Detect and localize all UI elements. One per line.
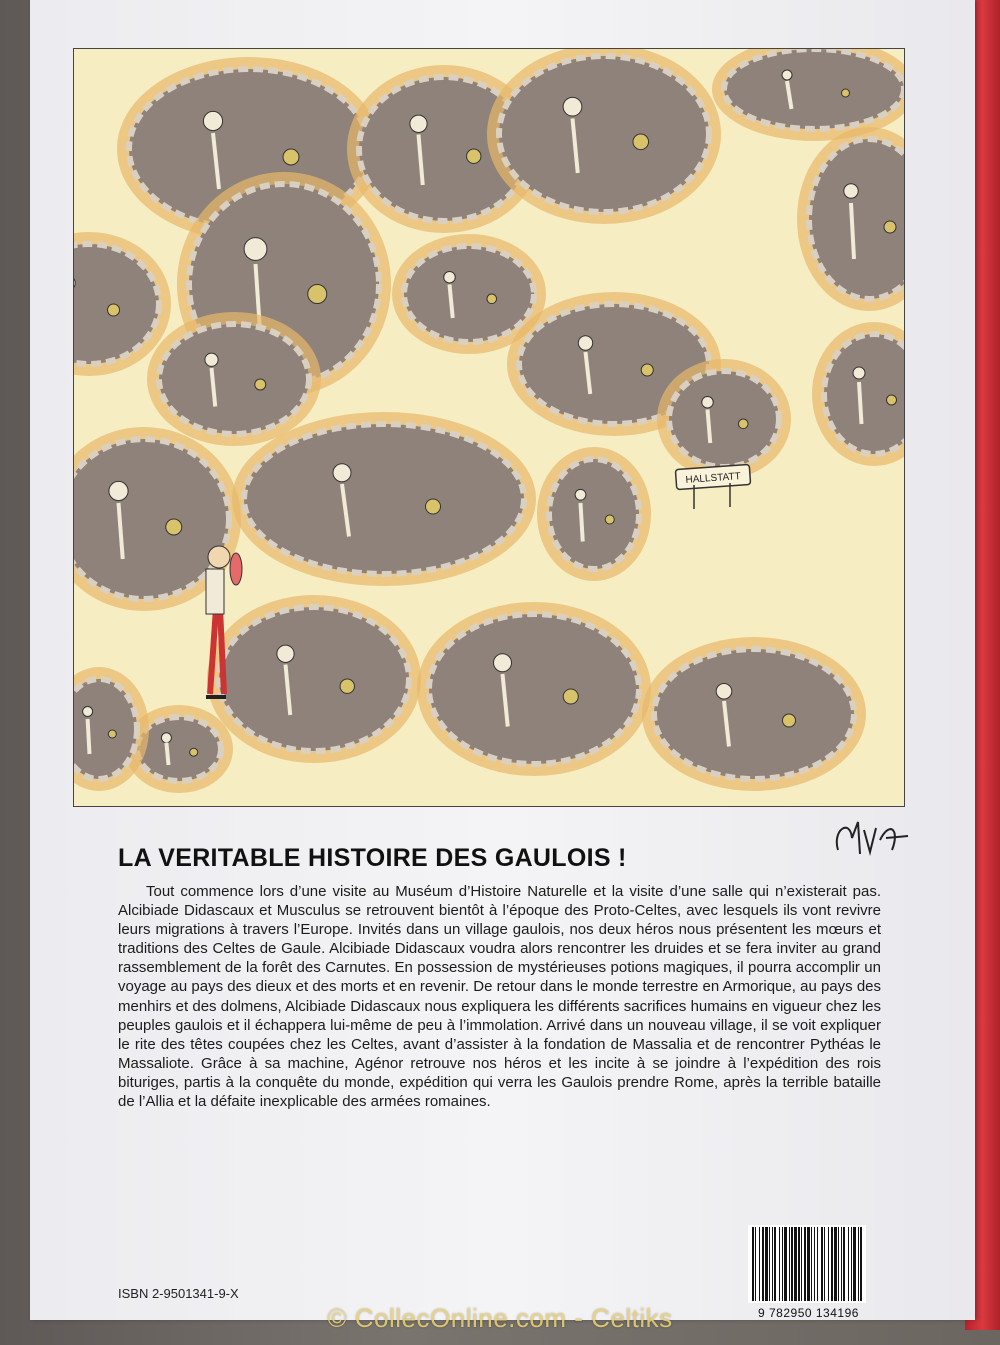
- book-title: LA VERITABLE HISTOIRE DES GAULOIS !: [118, 844, 627, 872]
- burial-pit: [159, 324, 309, 434]
- barcode-bar: [848, 1227, 849, 1301]
- barcode-bar: [814, 1227, 815, 1301]
- artifact-icon: [166, 519, 182, 535]
- barcode-bar: [821, 1227, 823, 1301]
- burial-pit: [724, 49, 904, 129]
- barcode-bar: [801, 1227, 802, 1301]
- burial-pit: [74, 679, 137, 779]
- barcode-bar: [824, 1227, 825, 1301]
- skull-icon: [702, 396, 714, 408]
- barcode-bar: [784, 1227, 787, 1301]
- artifact-icon: [641, 364, 653, 376]
- barcode-bar: [838, 1227, 839, 1301]
- barcode-bar: [817, 1227, 818, 1301]
- barcode-bar: [791, 1227, 793, 1301]
- burial-pit: [429, 614, 639, 764]
- barcode-bar: [831, 1227, 833, 1301]
- artifact-icon: [633, 134, 649, 150]
- barcode-bar: [853, 1227, 856, 1301]
- burial-pit: [404, 246, 534, 342]
- artifact-icon: [108, 730, 116, 738]
- skull-icon: [782, 70, 792, 80]
- burial-ground-illustration: [73, 48, 905, 807]
- excavation-drawing: [74, 49, 904, 806]
- skeleton-bones: [859, 382, 862, 424]
- barcode-bar: [851, 1227, 852, 1301]
- artifact-icon: [842, 89, 850, 97]
- skull-icon: [205, 353, 218, 366]
- barcode-bar: [807, 1227, 810, 1301]
- barcode-bar: [759, 1227, 760, 1301]
- barcode-bar: [755, 1227, 756, 1301]
- artifact-icon: [738, 419, 748, 429]
- artifact-icon: [783, 714, 796, 727]
- barcode-bar: [789, 1227, 790, 1301]
- skeleton-bones: [708, 409, 711, 443]
- artifact-icon: [426, 499, 441, 514]
- skeleton-bones: [88, 719, 90, 754]
- artifact-icon: [340, 679, 354, 693]
- barcode-number: 9 782950 134196: [758, 1306, 859, 1320]
- burial-pit: [219, 607, 409, 751]
- artifact-icon: [308, 285, 327, 304]
- artifact-icon: [563, 689, 578, 704]
- barcode-bar: [762, 1227, 764, 1301]
- artifact-icon: [884, 221, 896, 233]
- barcode-bar: [774, 1227, 776, 1301]
- barcode-bar: [834, 1227, 837, 1301]
- skull-icon: [83, 707, 93, 717]
- burial-pit: [824, 334, 904, 454]
- burial-pit: [137, 717, 221, 781]
- skull-icon: [244, 238, 267, 261]
- skull-icon: [716, 683, 732, 699]
- barcode-bar: [828, 1227, 829, 1301]
- barcode-bar: [843, 1227, 845, 1301]
- artifact-icon: [605, 515, 614, 524]
- barcode-bar: [765, 1227, 768, 1301]
- burial-pit: [669, 371, 779, 467]
- barcode-bar: [769, 1227, 770, 1301]
- skull-icon: [575, 489, 586, 500]
- skull-icon: [277, 645, 294, 662]
- artifact-icon: [108, 304, 120, 316]
- burial-pit: [499, 56, 709, 212]
- barcode-bar: [794, 1227, 797, 1301]
- barcode-bar: [779, 1227, 780, 1301]
- skull-icon: [844, 184, 858, 198]
- barcode-bar: [782, 1227, 783, 1301]
- barcode-bar: [841, 1227, 842, 1301]
- burial-pit: [654, 649, 854, 779]
- barcode-bar: [804, 1227, 806, 1301]
- skull-icon: [161, 733, 171, 743]
- barcode-bar: [860, 1227, 862, 1301]
- barcode-bar: [811, 1227, 812, 1301]
- artifact-icon: [887, 395, 897, 405]
- skull-icon: [853, 367, 865, 379]
- site-watermark: © ColleсOnline.com - Celtiks: [327, 1303, 673, 1333]
- skeleton-bones: [166, 743, 168, 765]
- skull-icon: [563, 97, 582, 116]
- artifact-icon: [255, 379, 266, 390]
- artifact-icon: [487, 294, 497, 304]
- barcode-bar: [798, 1227, 800, 1301]
- skull-icon: [410, 115, 427, 132]
- barcode-bar: [772, 1227, 773, 1301]
- skeleton-bones: [581, 503, 583, 542]
- skull-icon: [444, 271, 456, 283]
- barcode-bar: [752, 1227, 754, 1301]
- skull-icon: [578, 336, 592, 350]
- burial-pit: [244, 424, 524, 574]
- barcode-bar: [858, 1227, 859, 1301]
- skull-icon: [109, 481, 128, 500]
- skull-icon: [494, 654, 512, 672]
- book-synopsis: Tout commence lors d’une visite au Muséum d’Histoire Naturelle et la visite d’une salle qui n’existerait pas. Alcibiade Didascaux et Musculus se retrouvent bientôt à l’époque des Proto-Celtes, avec lesquels ils vont revivre leurs migrations à travers l’Europe. Invités dans un village gaulois, nos deux héros nous présentent les mœurs et traditions des Celtes de Gaule. Alcibiade Didascaux voudra alors rencontrer les druides et se fera inviter au grand rassemblement de la forêt des Carnutes. En possession de mystérieuses potions magiques, il pourra accomplir un voyage au pays des dieux et des morts et en revenir. De retour dans le monde terrestre en Armorique, au pays des menhirs et des dolmens, Alcibiade Didascaux nous expliquera les différents sacrifices humains en vigueur chez les peuples gaulois et il échappera lui-même de peu à l’immolation. Arrivé dans un nouveau village, il se voit expliquer le rite des têtes coupées chez les Celtes, avant d’assister à la fondation de Massalia et de rencontrer Pythéas le Massaliote. Grâce à sa machine, Agénor retrouve nos héros et les incite à se joindre à l’expédition des rois bituriges, partis à la conquête du monde, expédition qui verra les Gaulois prendre Rome, après la terrible bataille de l’Allia et la défaite inexplicable des armées romaines.: [118, 883, 881, 1111]
- svg-text:HALLSTATT: HALLSTATT: [685, 471, 742, 486]
- barcode-icon: [748, 1225, 866, 1303]
- artifact-icon: [283, 149, 299, 165]
- artifact-icon: [190, 748, 198, 756]
- isbn-label: ISBN 2-9501341-9-X: [118, 1286, 239, 1301]
- skull-icon: [333, 464, 351, 482]
- skull-icon: [203, 111, 222, 130]
- artifact-icon: [467, 149, 481, 163]
- burial-pit: [549, 459, 639, 569]
